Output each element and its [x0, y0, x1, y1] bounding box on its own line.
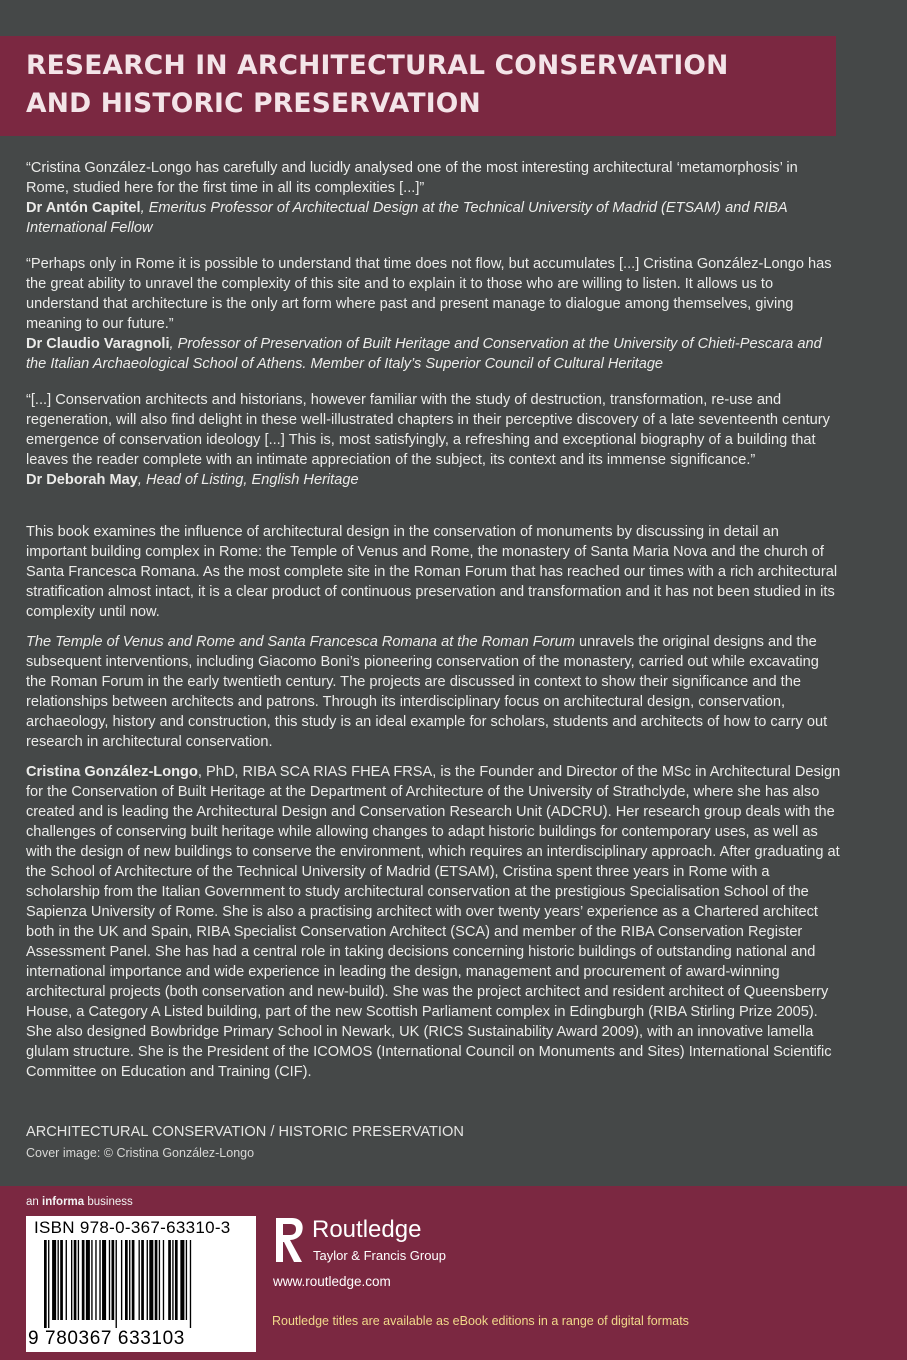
series-banner [0, 36, 836, 136]
endorsement-3-text: “[...] Conservation architects and historians, however familiar with the study of destruction, transformation, re-use and regeneration, will also find delight in these well-illustrated chapters in their perceptive discovery of a late seventeenth century emergence of conservation ideology [...] This is, most satisfyingly, a refreshing and exceptional biography of a building that leaves the reader complete with an intimate appreciation of the subject, its context and its immense significance.” [26, 392, 830, 468]
endorsement-2-name: Dr Claudio Varagnoli [26, 336, 170, 352]
description-paragraph-2 [26, 632, 842, 752]
endorsement-3-title: , Head of Listing, English Heritage [137, 472, 359, 488]
endorsement-3-attribution [26, 470, 842, 490]
ebook-availability-note: Routledge titles are available as eBook editions in a range of digital formats [272, 1314, 689, 1328]
isbn-number: ISBN 978-0-367-63310-3 [34, 1218, 231, 1237]
endorsement-1-title: , Emeritus Professor of Architectual Design at the Technical University of Madrid (ETSAM) and RIBA International Fellow [26, 200, 788, 236]
endorsement-1-name: Dr Antón Capitel [26, 200, 141, 216]
endorsement-1-attribution [26, 198, 842, 238]
subject-category: ARCHITECTURAL CONSERVATION / HISTORIC PRESERVATION [26, 1124, 464, 1140]
cover-image-credit: Cover image: © Cristina González-Longo [26, 1146, 255, 1160]
publisher-group: Taylor & Francis Group [313, 1248, 446, 1263]
back-cover-text [26, 158, 842, 1092]
publisher-footer [0, 1186, 907, 1360]
series-title-line-2: AND HISTORIC PRESERVATION [26, 88, 481, 119]
endorsement-3 [26, 390, 842, 490]
informa-prefix: an [26, 1196, 42, 1208]
publisher-name: Routledge [312, 1216, 422, 1243]
publisher-website-link[interactable]: www.routledge.com [273, 1274, 391, 1289]
routledge-r-logo-icon [272, 1216, 306, 1266]
informa-word: informa [42, 1196, 85, 1208]
informa-business-tagline [26, 1196, 133, 1208]
barcode-digits: 9 780367 633103 [28, 1328, 185, 1349]
author-bio [26, 762, 842, 1082]
endorsement-2-title: , Professor of Preservation of Built Heritage and Conservation at the University of Chieti-Pescara and the Italian Archaeological School of Athens. Member of Italy’s Superior Council of Cultural Heritage [26, 336, 822, 372]
author-bio-text: , PhD, RIBA SCA RIAS FHEA FRSA, is the Founder and Director of the MSc in Architectural Design for the Conservation of Built Heritage at the Department of Architecture of the University of Strathclyde, where she has also created and is leading the Architectural Design and Conservation Research Unit (ADCRU). Her research group deals with the challenges of conserving built heritage while allowing changes to adapt historic buildings for contemporary uses, as well as with the design of new buildings to conserve the environment, which requires an interdisciplinary approach. After graduating at the School of Architecture of the Technical University of Madrid (ETSAM), Cristina spent three years in Rome with a scholarship from the Italian Government to study architectural conservation at the prestigious Specialisation School of the Sapienza University of Rome. She is also a practising architect with over twenty years’ experience as a Chartered architect both in the UK and Spain, RIBA Specialist Conservation Architect (SCA) and member of the RIBA Conservation Register Assessment Panel. She has had a central role in taking decisions concerning historic buildings of outstanding national and international importance and wide experience in leading the design, management and procurement of award-winning architectural projects (both conservation and new-build). She was the project architect and resident architect of Queensberry House, a Category A Listed building, part of the new Scottish Parliament complex in Edingburgh (RIBA Stirling Prize 2005). She also designed Bowbridge Primary School in Newark, UK (RICS Sustainability Award 2009), with an innovative lamella glulam structure. She is the President of the ICOMOS (International Council on Monuments and Sites) International Scientific Committee on Education and Training (CIF). [26, 764, 841, 1080]
barcode-panel [26, 1216, 256, 1352]
endorsement-1 [26, 158, 842, 238]
endorsement-1-text: “Cristina González-Longo has carefully and lucidly analysed one of the most interesting architectural ‘metamorphosis’ in Rome, studied here for the first time in all its complexities [...]” [26, 160, 798, 196]
informa-suffix: business [84, 1196, 133, 1208]
book-title-italic: The Temple of Venus and Rome and Santa Francesca Romana at the Roman Forum [26, 634, 575, 650]
endorsement-2 [26, 254, 842, 374]
description-paragraph-1: This book examines the influence of architectural design in the conservation of monuments by discussing in detail an important building complex in Rome: the Temple of Venus and Rome, the monastery of Santa Maria Nova and the church of Santa Francesca Romana. As the most complete site in the Roman Forum that has reached our times with a rich architectural stratification almost intact, it is a clear product of continuous preservation and transformation and it has not been studied in its complexity until now. [26, 524, 838, 620]
series-title-line-1: RESEARCH IN ARCHITECTURAL CONSERVATION [26, 50, 729, 81]
author-name: Cristina González-Longo [26, 764, 198, 780]
description-paragraph-2-text: unravels the original designs and the subsequent interventions, including Giacomo Boni’s pioneering conservation of the monastery, carried out while excavating the Roman Forum in the early twentieth century. The projects are discussed in context to show their significance and the relationships between architects and patrons. Through its interdisciplinary focus on architectural design, conservation, archaeology, history and construction, this study is an ideal example for scholars, students and architects of how to carry out research in architectural conservation. [26, 634, 828, 750]
endorsement-2-attribution [26, 334, 842, 374]
endorsement-2-text: “Perhaps only in Rome it is possible to understand that time does not flow, but accumulates [...] Cristina González-Longo has the great ability to unravel the complexity of this site and to explain it to those who are willing to listen. It allows us to understand that architecture is the only art form where past and present manage to dialogue among themselves, giving meaning to our future.” [26, 256, 832, 332]
barcode-icon [44, 1240, 244, 1328]
endorsement-3-name: Dr Deborah May [26, 472, 138, 488]
